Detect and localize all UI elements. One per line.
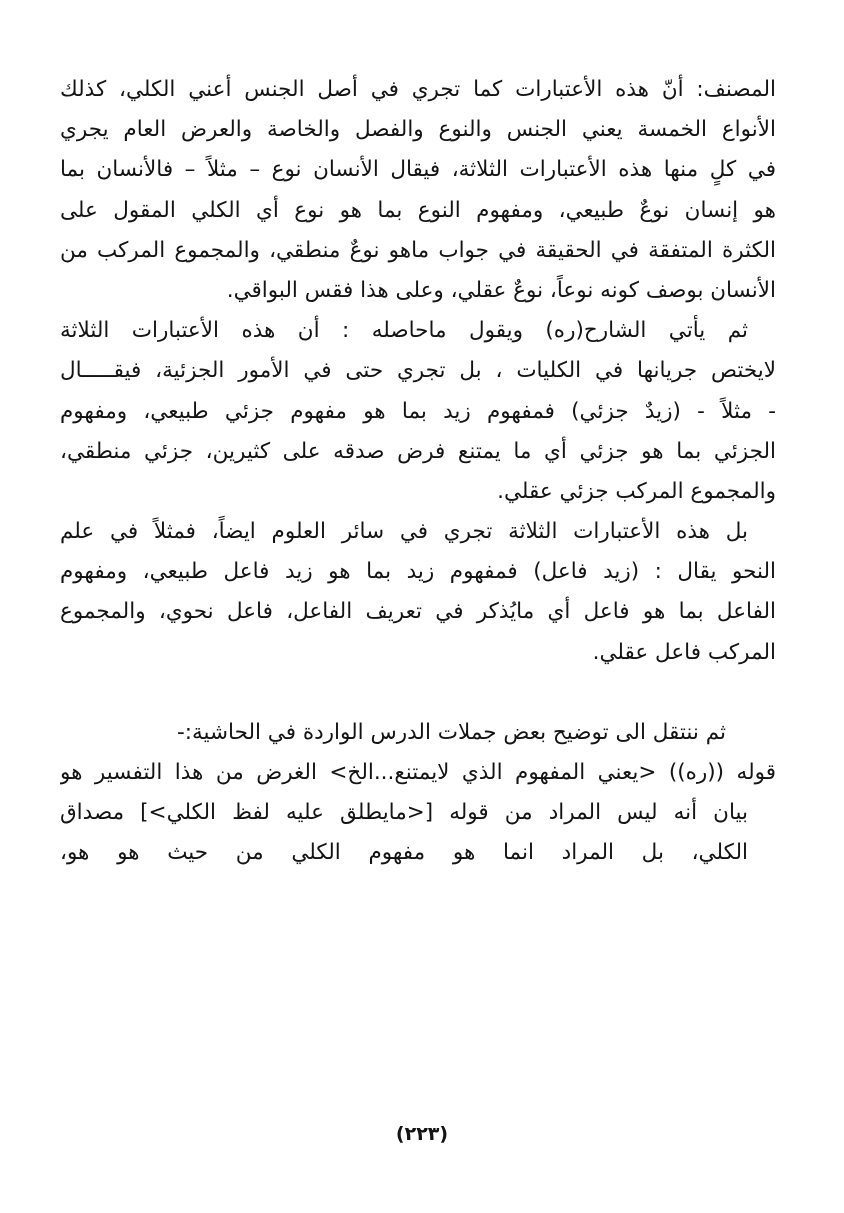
text-line: هو إنسان نوعٌ طبيعي، ومفهوم النوع بما هو نوع أي الكلي المقول على — [60, 197, 776, 223]
text-line: ثم يأتي الشارح(ره) ويقول ماحاصله : أن هذه الأعتبارات الثلاثة — [60, 318, 748, 344]
page-body — [60, 70, 776, 874]
text-line: والمجموع المركب جزئي عقلي. — [497, 478, 776, 504]
text-line: الكثرة المتفقة في الحقيقة في جواب ماهو نوعٌ منطقي، والمجموع المركب من — [60, 237, 776, 263]
text-line: ثم ننتقل الى توضيح بعض جملات الدرس الواردة في الحاشية:- — [176, 719, 726, 745]
text-line: الأنواع الخمسة يعني الجنس والنوع والفصل والخاصة والعرض العام يجري — [60, 117, 776, 143]
paragraph-gap — [60, 673, 776, 713]
text-line: قوله ((ره)) <يعني المفهوم الذي لايمتنع...الخ> الغرض من هذا التفسير هو — [60, 760, 776, 785]
paragraph-1 — [60, 70, 776, 311]
text-line: - مثلاً - (زيدٌ جزئي) فمفهوم زيد بما هو مفهوم جزئي طبيعي، ومفهوم — [60, 398, 776, 424]
text-line: بل هذه الأعتبارات الثلاثة تجري في سائر العلوم ايضاً، فمثلاً في علم — [60, 519, 748, 545]
paragraph-3 — [60, 512, 776, 673]
text-line: بيان أنه ليس المراد من قوله [<مايطلق عليه لفظ الكلي>] مصداق — [60, 800, 748, 826]
text-line: المصنف: أنّ هذه الأعتبارات كما تجري في أصل الجنس أعني الكلي، كذلك — [60, 77, 776, 102]
page-number: (٢٢٣) — [395, 1123, 449, 1145]
paragraph-4 — [60, 713, 776, 874]
text-line: في كلٍ منها هذه الأعتبارات الثلاثة، فيقال الأنسان نوع – مثلاً – فالأنسان بما — [60, 157, 776, 183]
text-line: لايختص جريانها في الكليات ، بل تجري حتى في الأمور الجزئية، فيقـــــال — [60, 358, 776, 384]
text-line: الأنسان بوصف كونه نوعاً، نوعٌ عقلي، وعلى هذا فقس البواقي. — [226, 277, 776, 303]
text-line: الفاعل بما هو فاعل أي مايُذكر في تعريف الفاعل، فاعل نحوي، والمجموع — [60, 599, 776, 625]
text-line: الجزئي بما هو جزئي أي ما يمتنع فرض صدقه على كثيرين، جزئي منطقي، — [60, 438, 776, 464]
paragraph-2 — [60, 311, 776, 512]
text-line: الكلي، بل المراد انما هو مفهوم الكلي من حيث هو هو، — [60, 840, 748, 866]
text-line: النحو يقال : (زيد فاعل) فمفهوم زيد بما هو زيد فاعل طبيعي، ومفهوم — [60, 559, 776, 585]
text-line: المركب فاعل عقلي. — [592, 639, 776, 665]
